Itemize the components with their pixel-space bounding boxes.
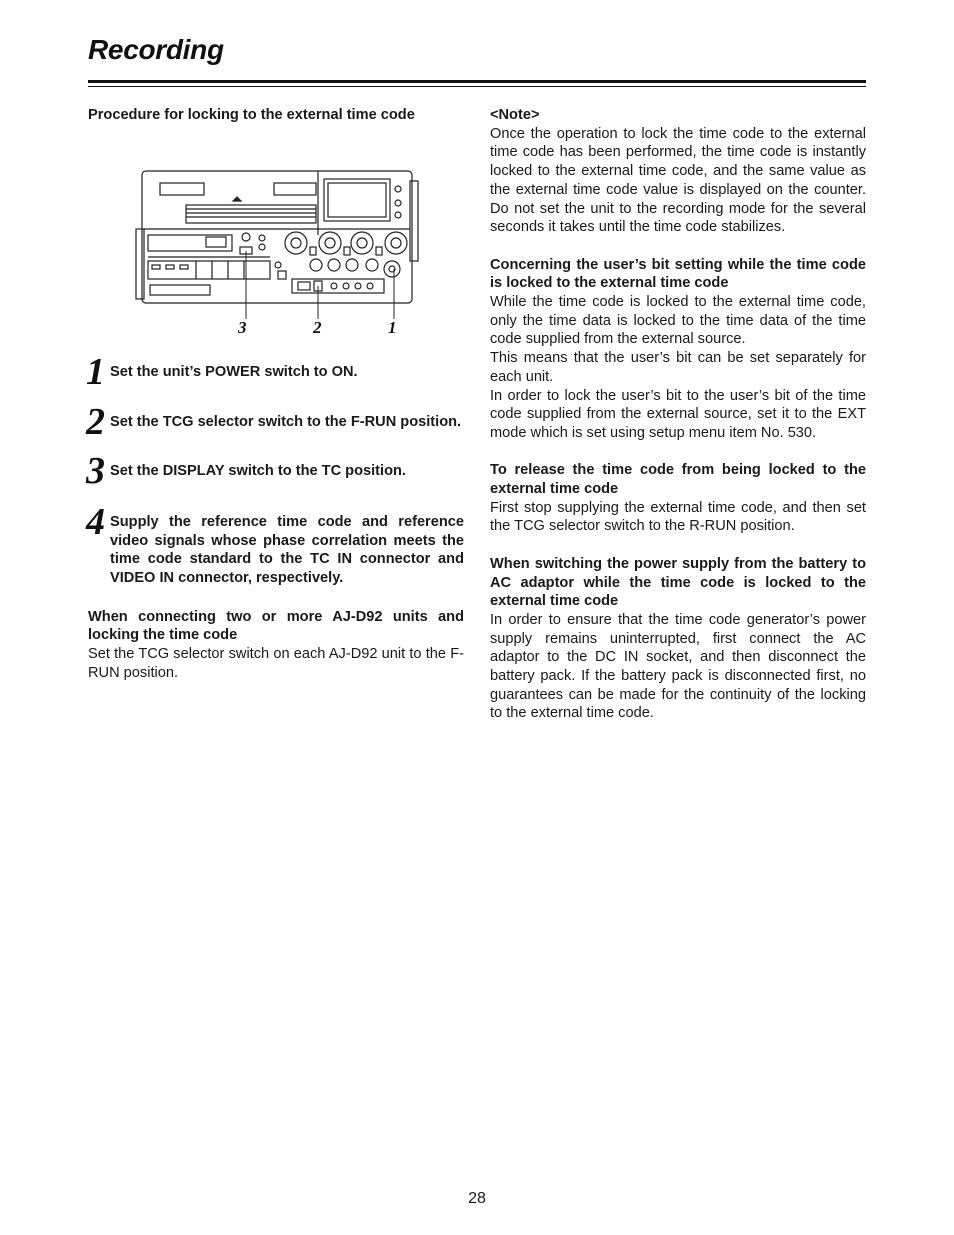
note-body: Once the operation to lock the time code to the external time code has been performed, the time code is instantly locked to the external time code, and the same value as the external time code value is displayed on the counter. Do not set the unit to the recording mode for the several seconds it takes until the time code stabilizes. [490, 125, 866, 236]
callout-label-3: 3 [238, 317, 247, 337]
device-front-panel-figure [88, 125, 464, 343]
left-column [88, 106, 464, 682]
page-title: Recording [88, 34, 224, 65]
power-switch-body: In order to ensure that the time code generator’s power supply remains uninterrupted, first connect the AC adaptor to the DC IN socket, and then disconnect the battery pack. If the battery pack is disconnected first, no guarantees can be made for the continuity of the locking to the external time code. [490, 611, 866, 722]
step-text: Set the DISPLAY switch to the TC position. [110, 463, 406, 480]
release-heading: To release the time code from being locked to the external time code [490, 462, 866, 498]
userbit-body-2: This means that the user’s bit can be set separately for each unit. [490, 350, 866, 385]
step-4 [86, 500, 464, 588]
device-front-panel-illustration [88, 125, 464, 343]
userbit-heading: Concerning the user’s bit setting while the time code is locked to the external time code [490, 256, 866, 292]
step-1 [86, 350, 464, 393]
step-number: 1 [86, 350, 105, 393]
step-2 [86, 401, 464, 444]
step-number: 4 [86, 500, 105, 543]
step-3 [86, 450, 464, 493]
callout-label-2: 2 [313, 317, 322, 337]
step-text: Supply the reference time code and reference video signals whose phase correlation meets the time code standard to the TC IN connector and VIDEO IN connector, respectively. [110, 513, 464, 586]
multi-unit-body: Set the TCG selector switch on each AJ-D92 unit to the F-RUN position. [88, 646, 464, 681]
multi-unit-heading: When connecting two or more AJ-D92 units and locking the time code [88, 608, 464, 644]
note-heading: <Note> [490, 107, 540, 123]
step-number: 2 [86, 401, 105, 444]
userbit-body-1: While the time code is locked to the external time code, only the time data is locked to the time data of the time code supplied from the external source. [490, 294, 866, 348]
userbit-body-3: In order to lock the user’s bit to the user’s bit of the time code supplied from the external source, set it to the EXT mode which is set using setup menu item No. 530. [490, 387, 866, 441]
power-switch-heading: When switching the power supply from the battery to AC adaptor while the time code is locked to the external time code [490, 555, 866, 610]
release-body: First stop supplying the external time code, and then set the TCG selector switch to the R-RUN position. [490, 499, 866, 535]
step-text: Set the unit’s POWER switch to ON. [110, 363, 358, 380]
title-rule-thin [88, 86, 866, 87]
right-column [490, 106, 866, 723]
page-number: 28 [468, 1190, 486, 1207]
step-number: 3 [86, 450, 105, 493]
procedure-heading: Procedure for locking to the external time code [88, 107, 415, 123]
callout-label-1: 1 [388, 317, 397, 337]
step-text: Set the TCG selector switch to the F-RUN position. [110, 414, 462, 431]
title-rule-thick [88, 80, 866, 83]
